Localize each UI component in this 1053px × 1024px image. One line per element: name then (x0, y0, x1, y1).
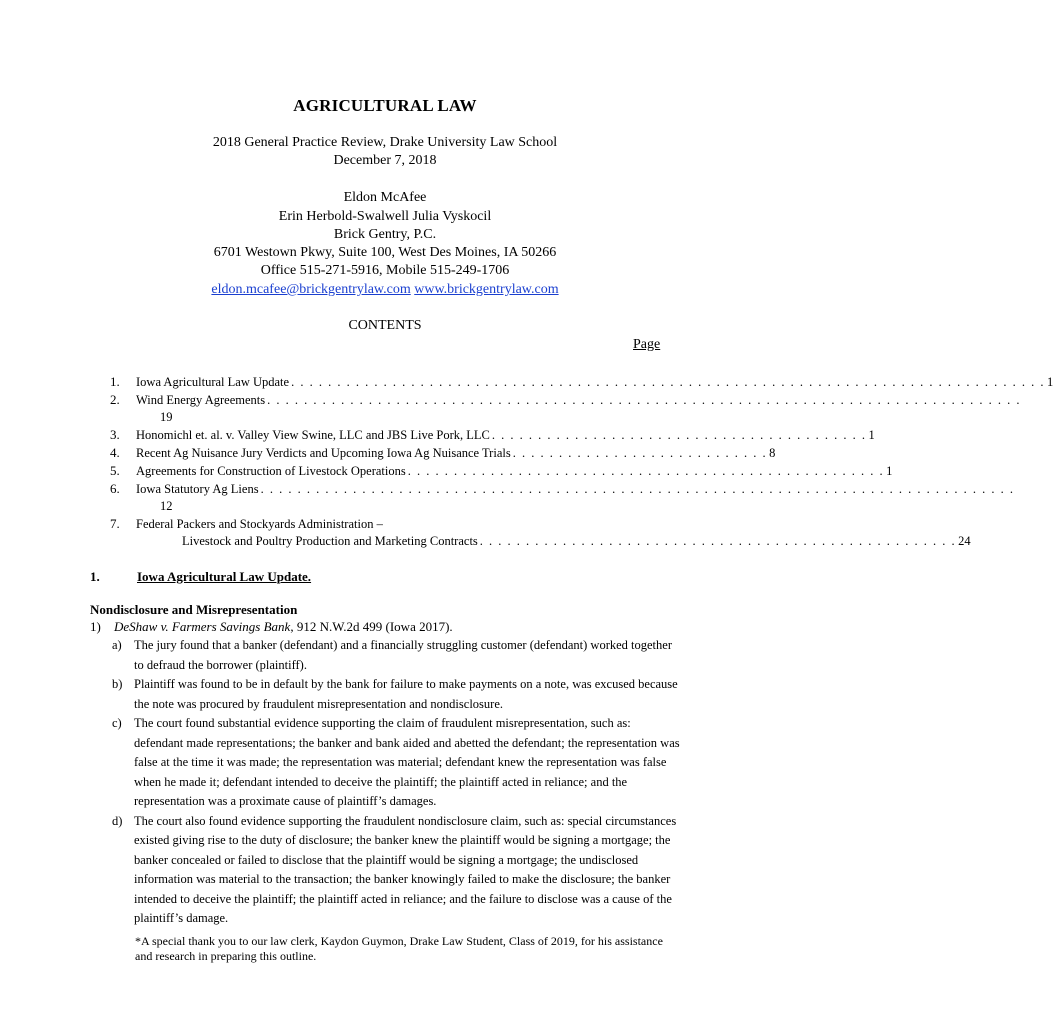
co-authors: Erin Herbold-Swalwell Julia Vyskocil (278, 209, 492, 224)
subsection-heading: Nondisclosure and Misrepresentation (90, 602, 298, 617)
toc-page-wrapped: 19 (160, 410, 173, 424)
item-text: The court also found evidence supporting the fraudulent nondisclosure claim, such as: special circumstances existed giving rise to the duty of disclosure; the banker knew the plaintiff would be signing a mortgage; the banker concealed or failed to disclose that the plaintiff would be signing a mortgage; the undisclosed information was material to the transaction; the banker knowingly failed to make the disclosure; the banker intended to deceive the plaintiff; the plaintiff acted in reliance; and the failure to disclose was a cause of the plaintiff’s damage. (134, 813, 677, 925)
firm-phone: Office 515-271-5916, Mobile 515-249-1706 (260, 263, 510, 278)
toc-item[interactable] (110, 373, 1053, 391)
toc-page: 8 (769, 446, 776, 460)
toc-page: 1 (868, 428, 875, 442)
item-letter: a) (112, 638, 122, 652)
toc-item[interactable] (110, 444, 776, 462)
case-number: 1) (90, 619, 101, 634)
list-item (90, 675, 680, 714)
toc-item[interactable] (110, 480, 1015, 498)
toc-leader: . . . . . . . . . . . . . . . . . . . . . . . . . . . . . . . . . . . . . . . . . . . . . . . . . . . . . . . . . . . . . . . . . . . . . . . . . . . . . . . . . . (260, 482, 1015, 496)
toc-title: Iowa Agricultural Law Update (136, 375, 290, 389)
item-text: The jury found that a banker (defendant) and a financially struggling customer (defendant) worked together to defraud the borrower (plaintiff). (134, 638, 672, 672)
toc-number: 2. (110, 392, 120, 407)
section-number: 1. (90, 569, 100, 584)
toc-leader: . . . . . . . . . . . . . . . . . . . . . . . . . . . . . . . . . . . . . . . . . . . . . . . . . . . . (479, 534, 957, 548)
item-letter: b) (112, 677, 123, 691)
toc-item-continued[interactable] (110, 533, 971, 550)
toc-page-wrapped: 12 (160, 499, 173, 513)
toc-title: Recent Ag Nuisance Jury Verdicts and Upcoming Iowa Ag Nuisance Trials (136, 446, 511, 460)
toc-leader: . . . . . . . . . . . . . . . . . . . . . . . . . . . . . . . . . . . . . . . . . (491, 428, 867, 442)
toc-item[interactable] (110, 515, 680, 533)
toc-leader: . . . . . . . . . . . . . . . . . . . . . . . . . . . . . . . . . . . . . . . . . . . . . . . . . . . . . . . . . . . . . . . . . . . . . . . . . . . . . . . . . . (267, 393, 1021, 407)
toc-page: 24 (958, 534, 971, 548)
case-name: DeShaw v. Farmers Savings Bank (114, 619, 291, 634)
website-link[interactable]: www.brickgentrylaw.com (414, 282, 559, 297)
toc-item[interactable] (110, 462, 893, 480)
toc-leader: . . . . . . . . . . . . . . . . . . . . . . . . . . . . . . . . . . . . . . . . . . . . . . . . . . . . . . . . . . . . . . . . . . . . . . . . . . . . . . . . . . (291, 375, 1045, 389)
document-title: AGRICULTURAL LAW (293, 96, 477, 115)
toc-item[interactable] (110, 391, 1021, 409)
toc-page: 1 (1046, 375, 1053, 389)
list-item (90, 812, 680, 929)
firm-name: Brick Gentry, P.C. (333, 227, 437, 242)
list-item (90, 636, 680, 675)
toc-title: Wind Energy Agreements (136, 393, 266, 407)
toc-leader: . . . . . . . . . . . . . . . . . . . . . . . . . . . . . . . . . . . . . . . . . . . . . . . . . . . . (407, 464, 885, 478)
contents-heading: CONTENTS (348, 318, 422, 333)
item-letter: d) (112, 813, 123, 828)
footnote: *A special thank you to our law clerk, Kaydon Guymon, Drake Law Student, Class of 2019, for his assistance and research in preparing this outline. (135, 934, 663, 963)
toc-item[interactable] (110, 426, 875, 444)
case-cite: , 912 N.W.2d 499 (Iowa 2017). (290, 619, 453, 634)
email-link[interactable]: eldon.mcafee@brickgentrylaw.com (211, 282, 411, 297)
contact-links (0, 281, 770, 299)
date-line: December 7, 2018 (333, 153, 437, 168)
toc-title: Honomichl et. al. v. Valley View Swine, LLC and JBS Live Pork, LLC (136, 428, 490, 442)
toc-number: 5. (110, 463, 120, 478)
toc-number: 3. (110, 427, 120, 442)
toc-page: 1 (886, 464, 893, 478)
toc-leader: . . . . . . . . . . . . . . . . . . . . . . . . . . . . (512, 446, 768, 460)
toc-title: Agreements for Construction of Livestock Operations (136, 464, 406, 478)
case-citation (90, 619, 453, 635)
toc-number: 6. (110, 481, 120, 496)
list-item (90, 714, 680, 812)
toc-title: Iowa Statutory Ag Liens (136, 482, 259, 496)
toc-title: Federal Packers and Stockyards Administration – (136, 517, 383, 531)
toc-number: 7. (110, 516, 120, 531)
event-line: 2018 General Practice Review, Drake University Law School (212, 135, 558, 150)
toc-title-continued: Livestock and Poultry Production and Marketing Contracts (182, 534, 478, 548)
section-heading (90, 569, 311, 585)
case-items (90, 636, 680, 929)
section-title: Iowa Agricultural Law Update. (137, 569, 312, 584)
item-text: The court found substantial evidence supporting the claim of fraudulent misrepresentation, such as: defendant made representations; the banker and bank aided and abetted the defendant; the representation was false at the time it was made; the representation was material; defendant knew the representation was false when he made it; defendant intended to deceive the plaintiff; the plaintiff acted in reliance; and the representation was a proximate cause of plaintiff’s damages. (134, 716, 680, 808)
firm-address: 6701 Westown Pkwy, Suite 100, West Des Moines, IA 50266 (213, 245, 557, 260)
toc-list (110, 373, 1053, 550)
author-name: Eldon McAfee (343, 190, 427, 205)
toc-number: 1. (110, 374, 120, 389)
item-letter: c) (112, 716, 122, 730)
item-text: Plaintiff was found to be in default by the bank for failure to make payments on a note, was excused because the note was procured by fraudulent misrepresentation and nondisclosure. (134, 677, 678, 711)
page-column-label: Page (633, 337, 661, 352)
toc-number: 4. (110, 445, 120, 460)
